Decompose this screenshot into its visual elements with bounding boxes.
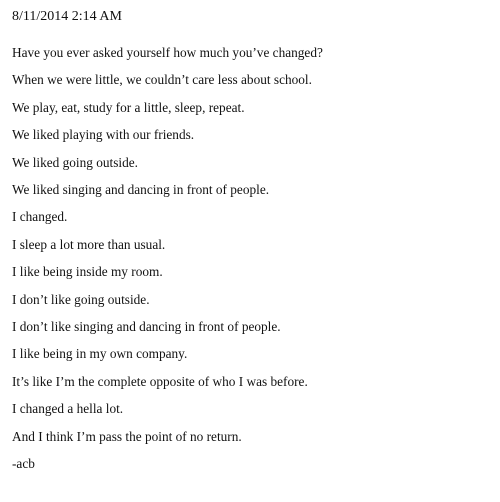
note-line: It’s like I’m the complete opposite of who I was before. xyxy=(12,373,308,389)
note-signature: -acb xyxy=(12,456,35,472)
note-line: We play, eat, study for a little, sleep, repeat. xyxy=(12,99,245,115)
note-line: I like being inside my room. xyxy=(12,264,163,280)
note-line: We liked going outside. xyxy=(12,154,138,170)
note-line: I don’t like singing and dancing in front of people. xyxy=(12,319,281,335)
note-line: I like being in my own company. xyxy=(12,346,188,362)
note-line: We liked singing and dancing in front of people. xyxy=(12,182,270,198)
note-line: I changed a hella lot. xyxy=(12,401,124,417)
note-line: When we were little, we couldn’t care less about school. xyxy=(12,72,312,88)
note-body xyxy=(12,39,323,478)
note-line: We liked playing with our friends. xyxy=(12,127,195,143)
note-line: I don’t like going outside. xyxy=(12,291,150,307)
note-line: And I think I’m pass the point of no return. xyxy=(12,428,242,444)
note-line: Have you ever asked yourself how much you’ve changed? xyxy=(12,45,323,60)
note-line: I changed. xyxy=(12,209,68,225)
note-timestamp: 8/11/2014 2:14 AM xyxy=(12,9,122,24)
note-line: I sleep a lot more than usual. xyxy=(12,236,166,252)
